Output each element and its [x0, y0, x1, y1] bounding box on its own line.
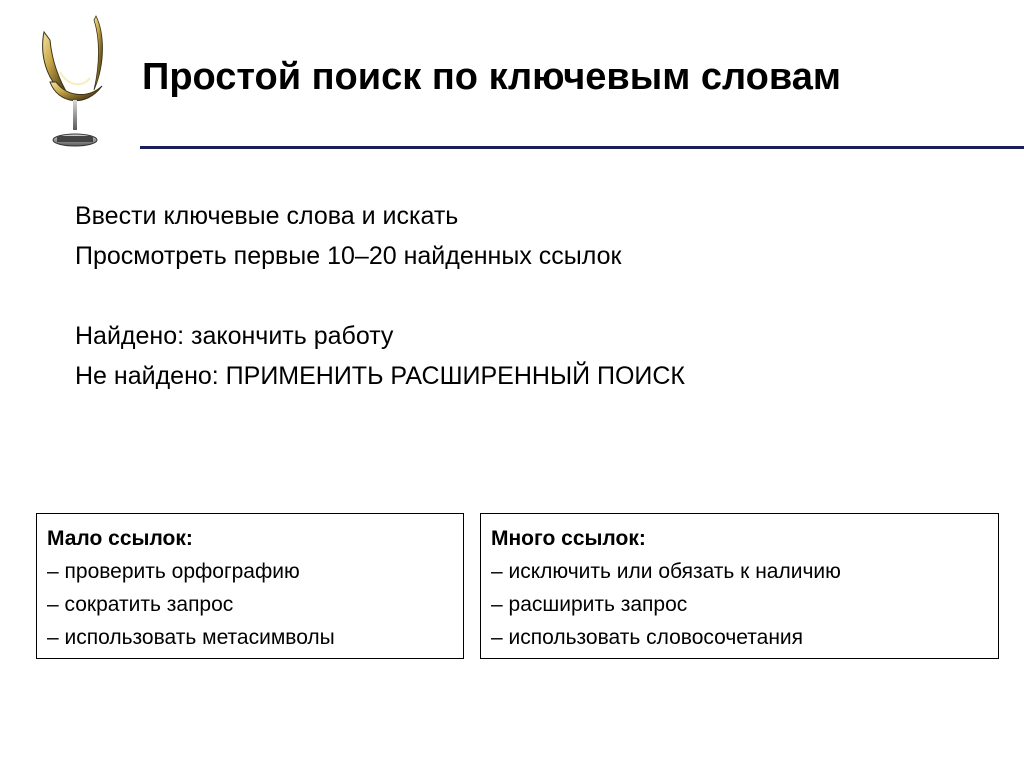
- few-links-title: Мало ссылок:: [47, 527, 193, 550]
- body-line-not-found: Не найдено: ПРИМЕНИТЬ РАСШИРЕННЫЙ ПОИСК: [75, 362, 685, 390]
- many-links-title: Много ссылок:: [491, 527, 646, 550]
- glass-goblet-icon: [30, 12, 122, 150]
- many-links-item: – расширить запрос: [491, 593, 688, 616]
- few-links-item: – проверить орфографию: [47, 560, 300, 583]
- body-spacer: [75, 276, 685, 316]
- slide-title: Простой поиск по ключевым словам: [142, 56, 841, 98]
- many-links-box: [480, 513, 999, 659]
- few-links-item: – сократить запрос: [47, 593, 234, 616]
- body-line-found: Найдено: закончить работу: [75, 322, 394, 350]
- few-links-box: [36, 513, 464, 659]
- many-links-item: – использовать словосочетания: [491, 626, 804, 649]
- few-links-item: – использовать метасимволы: [47, 626, 335, 649]
- slide-body: [75, 196, 685, 396]
- body-line-view-links: Просмотреть первые 10–20 найденных ссылок: [75, 242, 622, 270]
- many-links-item: – исключить или обязать к наличию: [491, 560, 841, 583]
- body-line-enter-keywords: Ввести ключевые слова и искать: [75, 202, 459, 230]
- title-divider: [140, 146, 1024, 149]
